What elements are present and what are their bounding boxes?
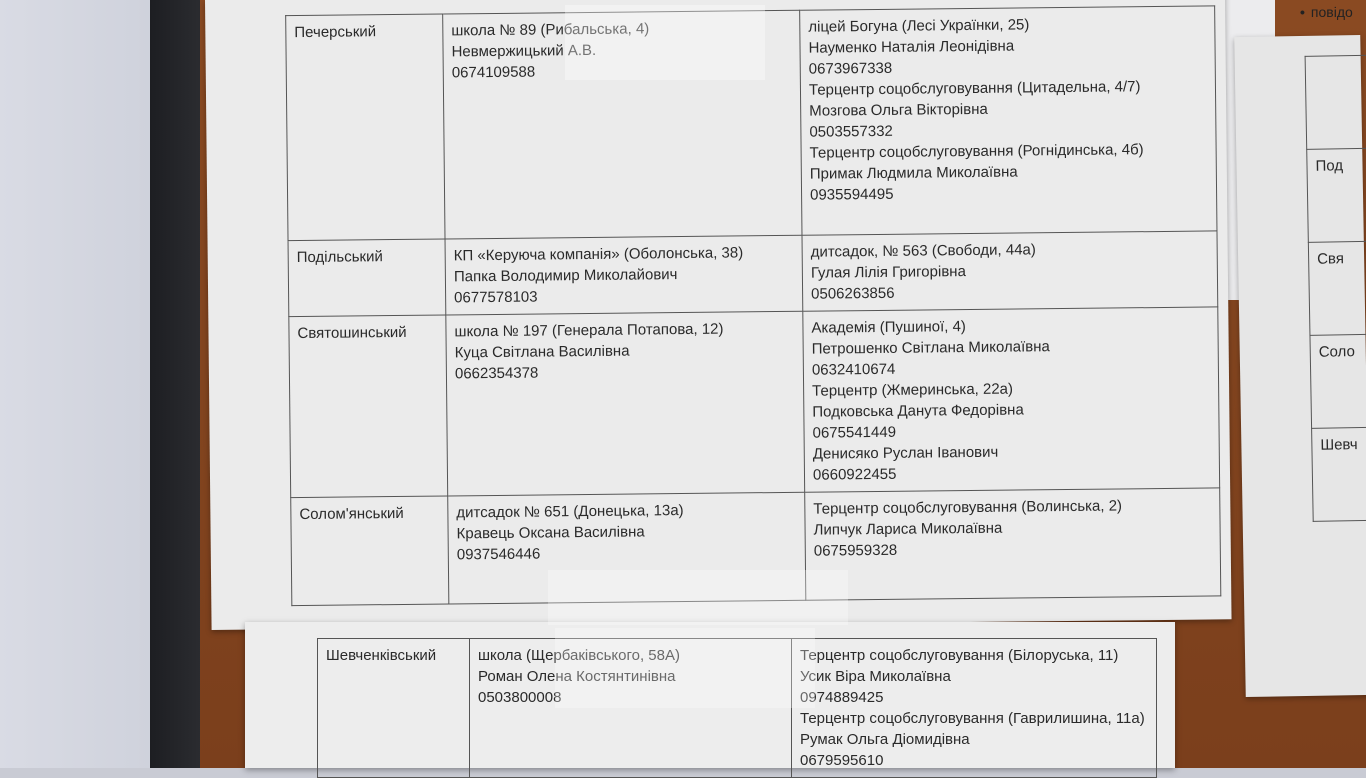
contact-line: Подковська Данута Федорівна	[812, 401, 1024, 421]
contact-line: Денисяко Руслан Іванович	[812, 443, 999, 463]
contact-line: 0675959328	[813, 541, 898, 560]
contact-line: Петрошенко Світлана Миколаївна	[811, 338, 1050, 358]
contact-line: школа № 89 (Рибальська, 4)	[451, 20, 650, 40]
contact-line: Гулая Лілія Григорівна	[810, 263, 966, 282]
table-row	[289, 307, 1220, 498]
contact-line: дитсадок № 651 (Донецька, 13а)	[456, 502, 684, 522]
district-cell: Печерський	[286, 14, 445, 241]
right-contact-cell	[803, 307, 1220, 492]
contact-line: Примак Людмила Миколаївна	[809, 163, 1018, 183]
bullet-dot-icon: •	[1300, 4, 1305, 20]
contact-line: 0632410674	[811, 360, 896, 379]
contact-line: 0974889425	[800, 689, 884, 706]
table-row	[288, 231, 1218, 317]
contact-line: школа № 197 (Генерала Потапова, 12)	[454, 320, 724, 341]
contact-line: Терцентр соцобслуговування (Волинська, 2)	[813, 497, 1123, 518]
right-sheet-cell: Свя	[1308, 241, 1366, 335]
right-sheet-cell: Шевч	[1312, 427, 1366, 521]
contact-line: 0506263856	[811, 284, 895, 303]
left-contact-cell	[446, 311, 805, 496]
right-sheet-cell	[1305, 55, 1366, 149]
district-cell: Святошинський	[289, 315, 448, 498]
contact-line: Куца Світлана Василівна	[454, 342, 630, 362]
contact-line: Невмержицький А.В.	[451, 41, 597, 61]
contact-line: 0675541449	[812, 423, 897, 442]
contact-line: Терцентр соцобслуговування (Білоруська, 11)	[800, 647, 1119, 664]
contact-line: 0673967338	[808, 59, 893, 78]
right-sheet-cell: Соло	[1310, 334, 1366, 428]
left-contact-cell	[445, 235, 803, 315]
contact-line: школа (Щербаківського, 58А)	[478, 647, 680, 664]
contact-line: Терцентр соцобслуговування (Цитадельна, 4/7)	[808, 78, 1141, 99]
contact-line: 0677578103	[454, 288, 538, 307]
contact-line: Роман Олена Костянтинівна	[478, 668, 676, 685]
district-cell: Шевченківський	[318, 639, 470, 778]
main-sheet	[205, 0, 1232, 630]
right-contact-cell	[805, 488, 1221, 600]
right-sheet	[1234, 35, 1366, 697]
tape-strip	[548, 570, 848, 625]
contact-line: Мозгова Ольга Вікторівна	[809, 100, 988, 120]
contact-line: 0662354378	[454, 364, 539, 383]
contact-line: Папка Володимир Миколайович	[453, 266, 678, 286]
contact-line: Кравець Оксана Василівна	[456, 523, 645, 543]
contact-line: Липчук Лариса Миколаївна	[813, 519, 1003, 539]
contact-line: Усик Віра Миколаївна	[800, 668, 951, 685]
district-cell: Солом'янський	[291, 496, 449, 606]
right-sheet-table	[1305, 55, 1366, 522]
contact-line: 0935594495	[809, 185, 894, 204]
contact-line: Терцентр соцобслуговування (Гаврилишина, 11а)	[800, 710, 1145, 727]
contact-line: 0503557332	[809, 122, 893, 141]
right-contact-cell	[802, 231, 1218, 311]
contact-line: КП «Керуюча компанія» (Оболонська, 38)	[453, 244, 744, 265]
district-contacts-table	[285, 5, 1221, 606]
wall	[0, 0, 150, 768]
right-contact-cell	[800, 6, 1217, 235]
tape-strip	[565, 5, 765, 80]
contact-line: Академія (Пушиної, 4)	[811, 318, 966, 337]
contact-line: дитсадок, № 563 (Свободи, 44а)	[810, 241, 1036, 261]
district-cell: Подільський	[288, 239, 446, 317]
contact-line: Румак Ольга Діомидівна	[800, 731, 970, 748]
contact-line: Науменко Наталія Леонідівна	[808, 37, 1015, 57]
contact-line: 0660922455	[812, 465, 897, 484]
notice-bullet: • повідо	[1300, 4, 1353, 20]
right-sheet-cell: Под	[1307, 148, 1366, 242]
contact-line: 0503800008	[478, 689, 562, 706]
contact-line: 0674109588	[451, 63, 536, 82]
contact-line: Терцентр (Жмеринська, 22а)	[812, 380, 1014, 400]
contact-line: 0679595610	[800, 752, 884, 769]
tape-strip	[555, 628, 815, 708]
right-contact-cell	[792, 639, 1157, 778]
contact-line: ліцей Богуна (Лесі Українки, 25)	[808, 16, 1030, 36]
contact-line: Терцентр соцобслуговування (Рогнідинська, 4б)	[809, 141, 1144, 162]
contact-line: 0937546446	[456, 545, 541, 564]
